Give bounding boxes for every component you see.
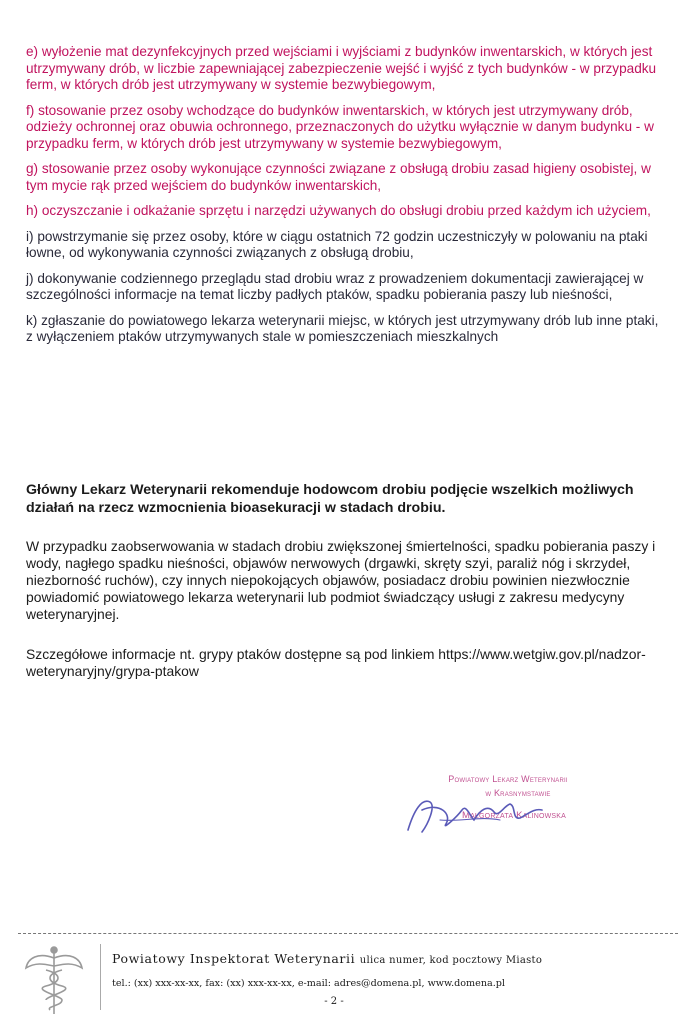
footer-institution — [112, 951, 542, 966]
institution-address: ulica numer, kod pocztowy Miasto — [359, 955, 543, 966]
list-item: g) stosowanie przez osoby wykonujące czynności związane z obsługą drobiu zasad higieny osobistej, w tym mycie rąk przed wejściem do budynków inwentarskich, — [26, 161, 651, 193]
info-paragraph: Szczegółowe informacje nt. grypy ptaków dostępne są pod linkiem https://www.wetgiw.gov.pl/nadzor-weterynaryjny/grypa-ptakow — [26, 646, 646, 679]
footer-vertical-divider — [100, 944, 101, 1010]
symptoms-paragraph: W przypadku zaobserwowania w stadach drobiu zwiększonej śmiertelności, spadku pobierania paszy i wody, nagłego spadku nieśności, objawów nerwowych (drgawki, skręty szyi, paraliż nóg i skrzydeł, niezborność ruchów), czy innych niepokojących objawów, posiadacz drobiu powinien niezwłocznie powiadomić powiatowego lekarza weterynarii lub podmiot świadczący usługi z zakresu medycyny weterynaryjnej. — [26, 538, 656, 622]
list-item: e) wyłożenie mat dezynfekcyjnych przed wejściami i wyjściami z budynków inwentarskich, w których jest utrzymywany drób, w liczbie zapewniającej zabezpieczenie wejść i wyjść z tych budynków - w przypadku ferm, w których drób jest utrzymywany w systemie bezwybiegowym, — [26, 44, 657, 92]
list-item: f) stosowanie przez osoby wchodzące do budynków inwentarskich, w których jest utrzymywany drób, odzieży ochronnej oraz obuwia ochronnego, przeznaczonych do użytku wyłącznie w danym budynku - w przypadku ferm, w których drób jest utrzymywany w systemie bezwybiegowym, — [26, 102, 654, 151]
measures-list — [26, 44, 662, 355]
official-stamp — [408, 772, 608, 832]
stamp-location: w Krasnymstawie — [485, 788, 551, 798]
stamp-title: Powiatowy Lekarz Weterynarii — [448, 774, 568, 784]
footer-divider-line — [18, 933, 678, 934]
stamp-name: Małgorzata Kalinowska — [461, 810, 567, 821]
list-item: h) oczyszczanie i odkażanie sprzętu i narzędzi używanych do obsługi drobiu przed każdym ich użyciem, — [26, 203, 651, 218]
institution-name: Powiatowy Inspektorat Weterynarii — [112, 951, 356, 966]
page-number: - 2 - — [324, 996, 344, 1007]
list-item: j) dokonywanie codziennego przeglądu stad drobiu wraz z prowadzeniem dokumentacji zawierającej w szczególności informacje na temat liczby padłych ptaków, spadku pobierania paszy lub nieśności, — [26, 270, 644, 302]
recommendation-heading: Główny Lekarz Weterynarii rekomenduje hodowcom drobiu podjęcie wszelkich możliwych działań na rzecz wzmocnienia bioasekuracji w stadach drobiu. — [26, 482, 634, 516]
caduceus-logo-icon — [22, 944, 86, 1018]
list-item: i) powstrzymanie się przez osoby, które w ciągu ostatnich 72 godzin uczestniczyły w polowaniu na ptaki łowne, od wykonywania czynności związanych z obsługą drobiu, — [26, 228, 648, 260]
list-item: k) zgłaszanie do powiatowego lekarza weterynarii miejsc, w których jest utrzymywany drób lub inne ptaki, z wyłączeniem ptaków utrzymywanych stale w pomieszczeniach mieszkalnych — [26, 312, 659, 344]
footer-contact: tel.: (xx) xxx-xx-xx, fax: (xx) xxx-xx-xx, e-mail: adres@domena.pl, www.domena.pl — [112, 978, 505, 989]
